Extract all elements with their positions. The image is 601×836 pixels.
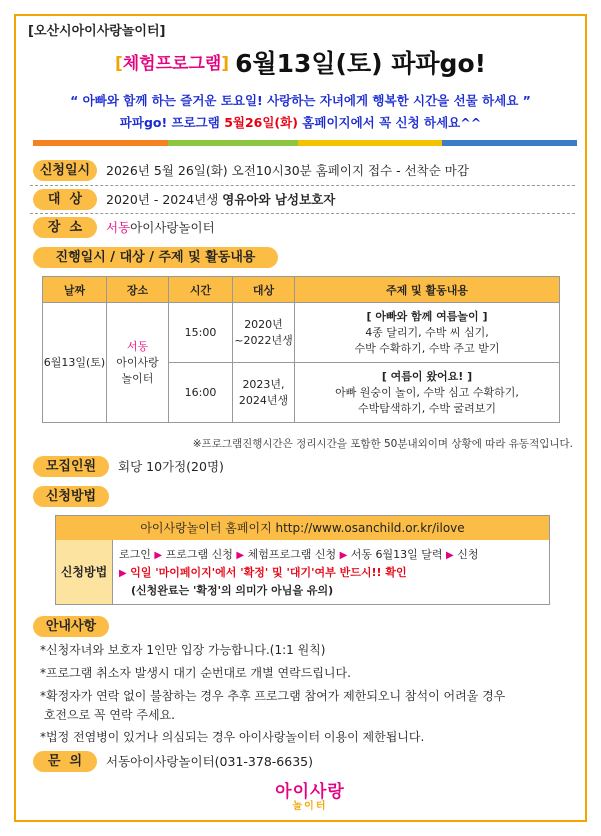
arrow-icon: ▶ [154, 550, 163, 561]
color-stripe-green [168, 140, 298, 146]
col-header-date: 날짜 [43, 277, 107, 303]
time-cell: 15:00 [169, 303, 233, 363]
col-header-time: 시간 [169, 277, 233, 303]
target-value: 2020년 - 2024년생 영유아와 남성보호자 [106, 192, 336, 207]
place-cell: 서동 아이사랑 놀이터 [107, 303, 169, 423]
apply-steps [119, 546, 479, 599]
schedule-table [42, 276, 560, 423]
notice-item: *프로그램 취소자 발생시 대기 순번대로 개별 연락드립니다. [40, 666, 351, 680]
date-cell: 6월13일(토) [43, 303, 107, 423]
divider [30, 213, 575, 214]
org-tag: [오산시아이사랑놀이터] [28, 24, 166, 39]
place-label: 장 소 [33, 217, 97, 238]
headline [0, 44, 601, 80]
table-row [43, 303, 560, 363]
homepage-link[interactable]: 아이사랑놀이터 홈페이지 http://www.osanchild.or.kr/ilove [56, 516, 549, 540]
color-stripe-orange [33, 140, 168, 146]
notice-item: 호전으로 꼭 연락 주세요. [40, 708, 175, 722]
target-cell: 2020년 ~2022년생 [233, 303, 295, 363]
schedule-note: ※프로그램진행시간은 정리시간을 포함한 50분내외이며 상황에 따라 유동적입니다. [192, 438, 573, 450]
col-header-place: 장소 [107, 277, 169, 303]
contact-label: 문 의 [33, 751, 97, 772]
arrow-icon: ▶ [339, 550, 348, 561]
apply-method-row-label: 신청방법 [56, 540, 113, 604]
activity-cell: [ 아빠와 함께 여름놀이 ] 4종 달리기, 수박 씨 심기, 수박 수확하기, 수박 주고 받기 [295, 303, 560, 363]
playground-logo: 아이사랑 놀이터 [275, 782, 345, 812]
schedule-label: 진행일시 / 대상 / 주제 및 활동내용 [33, 247, 278, 268]
time-cell: 16:00 [169, 363, 233, 423]
notice-item: *법정 전염병이 있거나 의심되는 경우 아이사랑놀이터 이용이 제한됩니다. [40, 730, 425, 744]
confirm-line: ▶ 익일 '마이페이지'에서 '확정' 및 '대기'여부 반드시!! 확인 [119, 566, 407, 579]
place-value: 서동아이사랑놀이터 [106, 220, 215, 235]
activity-cell: [ 여름이 왔어요! ] 아빠 원숭이 놀이, 수박 심고 수확하기, 수박탐색하기, 수박 굴려보기 [295, 363, 560, 423]
step-path: 로그인 ▶ 프로그램 신청 ▶ 체험프로그램 신청 ▶ 서동 6월13일 달력 ▶ 신청 [119, 548, 479, 561]
table-header-row [43, 277, 560, 303]
confirm-note: (신청완료는 '확정'의 의미가 아님을 유의) [131, 584, 334, 597]
apply-method-box [55, 515, 550, 605]
col-header-activity: 주제 및 활동내용 [295, 277, 560, 303]
color-stripe-yellow [298, 140, 442, 146]
target-cell: 2023년, 2024년생 [233, 363, 295, 423]
recruit-label: 모집인원 [33, 456, 109, 477]
recruit-value: 회당 10가정(20명) [118, 459, 224, 474]
color-stripe-blue [442, 140, 577, 146]
apply-date-value: 2026년 5월 26일(화) 오전10시30분 홈페이지 접수 - 선착순 마감 [106, 163, 469, 178]
notice-item: *신청자녀와 보호자 1인만 입장 가능합니다.(1:1 원칙) [40, 643, 326, 657]
target-label: 대 상 [33, 189, 97, 210]
col-header-target: 대상 [233, 277, 295, 303]
slogan: “ 아빠와 함께 하는 즐거운 토요일! 사랑하는 자녀에게 행복한 시간을 선물 하세요 ” [70, 93, 531, 108]
divider [30, 185, 575, 186]
arrow-icon: ▶ [446, 550, 454, 561]
page-title: 6월13일(토) 파파go! [235, 49, 487, 78]
apply-date-label: 신청일시 [33, 160, 97, 181]
arrow-icon: ▶ [119, 568, 127, 579]
notice-label: 안내사항 [33, 616, 109, 637]
program-label: [체험프로그램] [114, 54, 230, 74]
notice-item: *확정자가 연락 없이 불참하는 경우 추후 프로그램 참여가 제한되오니 참석이 어려울 경우 [40, 689, 506, 703]
arrow-icon: ▶ [236, 550, 245, 561]
contact-value: 서동아이사랑놀이터(031-378-6635) [106, 754, 313, 769]
apply-method-label: 신청방법 [33, 486, 109, 507]
signup-reminder: 파파go! 프로그램 5월26일(화) 홈페이지에서 꼭 신청 하세요^^ [119, 115, 482, 130]
